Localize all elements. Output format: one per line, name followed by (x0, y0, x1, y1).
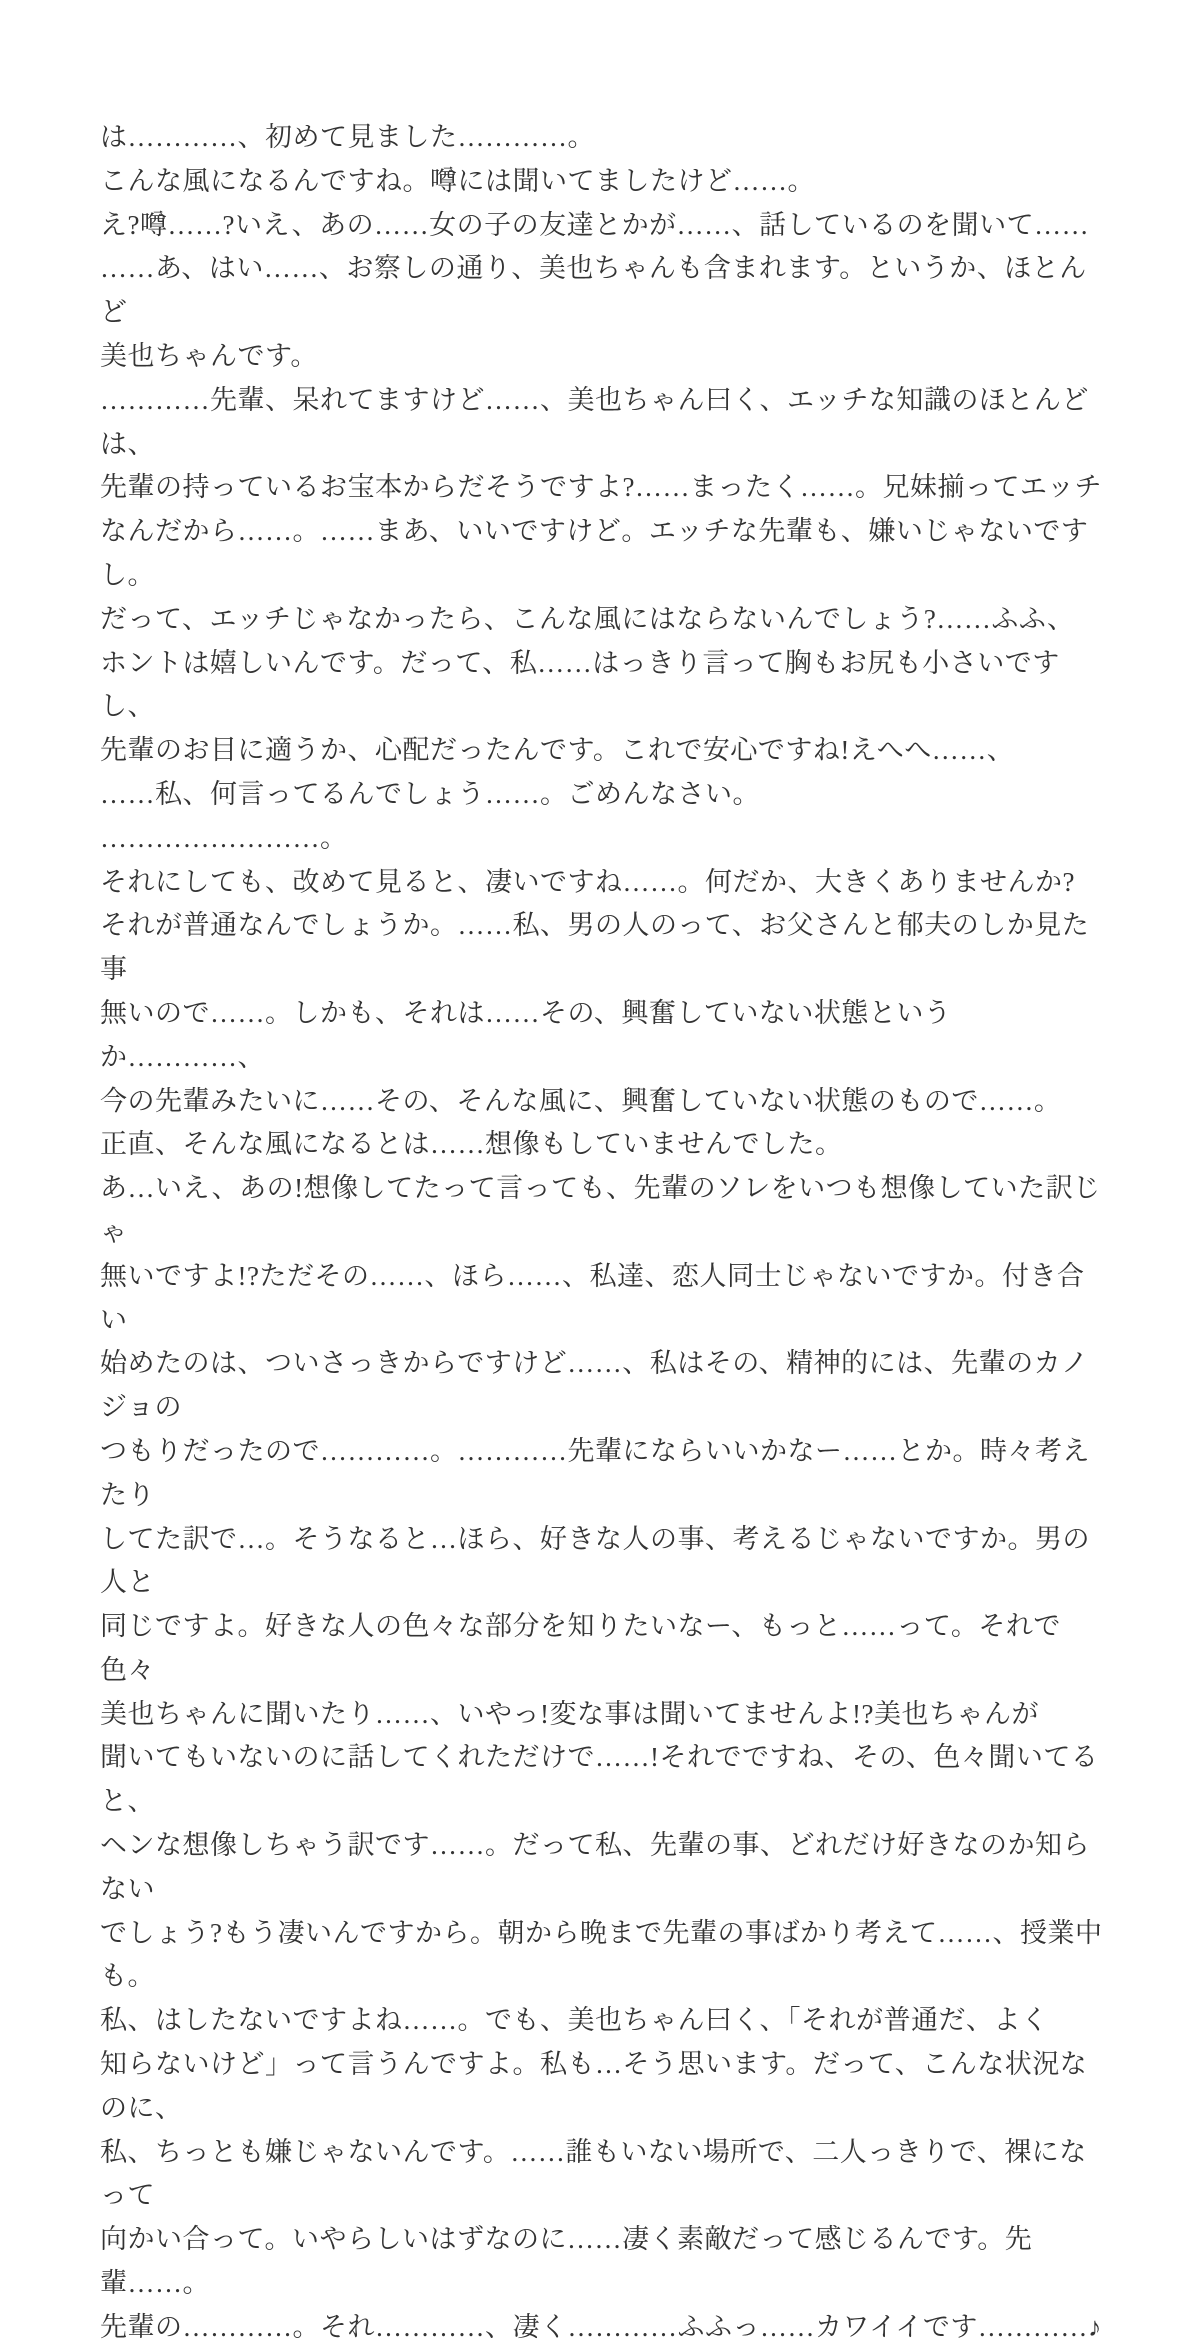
text-line: つもりだったので…………。…………先輩にならいいかなー……とか。時々考えたり (100, 1435, 1090, 1510)
text-line: 無いですよ!?ただその……、ほら……、私達、恋人同士じゃないですか。付き合い (100, 1260, 1085, 1335)
text-line: …………先輩、呆れてますけど……、美也ちゃん曰く、エッチな知識のほとんどは、 (100, 384, 1089, 459)
text-line: ヘンな想像しちゃう訳です……。だって私、先輩の事、どれだけ好きなのか知らない (100, 1830, 1090, 1904)
text-line: それが普通なんでしょうか。……私、男の人のって、お父さんと郁夫のしか見た事 (100, 910, 1090, 985)
text-line: 始めたのは、ついさっきからですけど……、私はその、精神的には、先輩のカノジョの (100, 1348, 1089, 1423)
text-line: 今の先輩みたいに……その、そんな風に、興奮していない状態のもので……。 (100, 1085, 1062, 1116)
text-line: 聞いてもいないのに話してくれただけで……!それでですね、その、色々聞いてると、 (100, 1742, 1099, 1817)
text-line: ……………………。 (100, 822, 348, 853)
text-line: ……あ、はい……、お察しの通り、美也ちゃんも含まれます。というか、ほとんど (100, 253, 1087, 328)
text-line: ……私、何言ってるんでしょう……。ごめんなさい。 (100, 778, 760, 809)
text-line: だって、エッチじゃなかったら、こんな風にはならないんでしょう?……ふふ、 (100, 603, 1075, 634)
text-line: でしょう?もう凄いんですから。朝から晩まで先輩の事ばかり考えて……、授業中も。 (100, 1917, 1103, 1992)
text-line: 私、ちっとも嫌じゃないんです。……誰もいない場所で、二人っきりで、裸になって (100, 2136, 1087, 2211)
text-line: 先輩のお目に適うか、心配だったんです。これで安心ですね!えへへ……、 (100, 735, 1015, 766)
text-line: 美也ちゃんに聞いたり……、いやっ!変な事は聞いてませんよ!?美也ちゃんが (100, 1698, 1039, 1729)
text-line: 先輩の…………。それ…………、凄く…………ふふっ……カワイイです…………♪ (100, 2311, 1102, 2342)
text-line: それにしても、改めて見ると、凄いですね……。何だか、大きくありませんか? (100, 866, 1075, 897)
text-line: なんだから……。……まあ、いいですけど。エッチな先輩も、嫌いじゃないですし。 (100, 516, 1089, 590)
text-block (100, 116, 1104, 2350)
text-line: ホントは嬉しいんです。だって、私……はっきり言って胸もお尻も小さいですし、 (100, 647, 1060, 722)
text-line: してた訳で…。そうなると…ほら、好きな人の事、考えるじゃないですか。男の人と (100, 1523, 1090, 1598)
text-line: 無いので……。しかも、それは……その、興奮していない状態というか…………、 (100, 997, 952, 1072)
text-line: あ…いえ、あの!想像してたって言っても、先輩のソレをいつも想像していた訳じゃ (100, 1173, 1101, 1247)
text-line: 先輩の持っているお宝本からだそうですよ?……まったく……。兄妹揃ってエッチ (100, 472, 1102, 503)
text-line: 正直、そんな風になるとは……想像もしていませんでした。 (100, 1129, 843, 1160)
text-line: 知らないけど」って言うんですよ。私も…そう思います。だって、こんな状況なのに、 (100, 2049, 1088, 2123)
text-line: 向かい合って。いやらしいはずなのに……凄く素敵だって感じるんです。先輩……。 (100, 2224, 1033, 2299)
text-line: こんな風になるんですね。噂には聞いてましたけど……。 (100, 165, 815, 196)
text-line: は…………、初めて見ました…………。 (100, 122, 595, 152)
text-line: 私、はしたないですよね……。でも、美也ちゃん曰く、「それが普通だ、よく (100, 2005, 1049, 2036)
text-line: 美也ちゃんです。 (100, 340, 318, 371)
text-line: え?噂……?いえ、あの……女の子の友達とかが……、話しているのを聞いて…… (100, 209, 1090, 240)
text-line: 同じですよ。好きな人の色々な部分を知りたいなー、もっと……って。それで色々 (100, 1611, 1061, 1685)
